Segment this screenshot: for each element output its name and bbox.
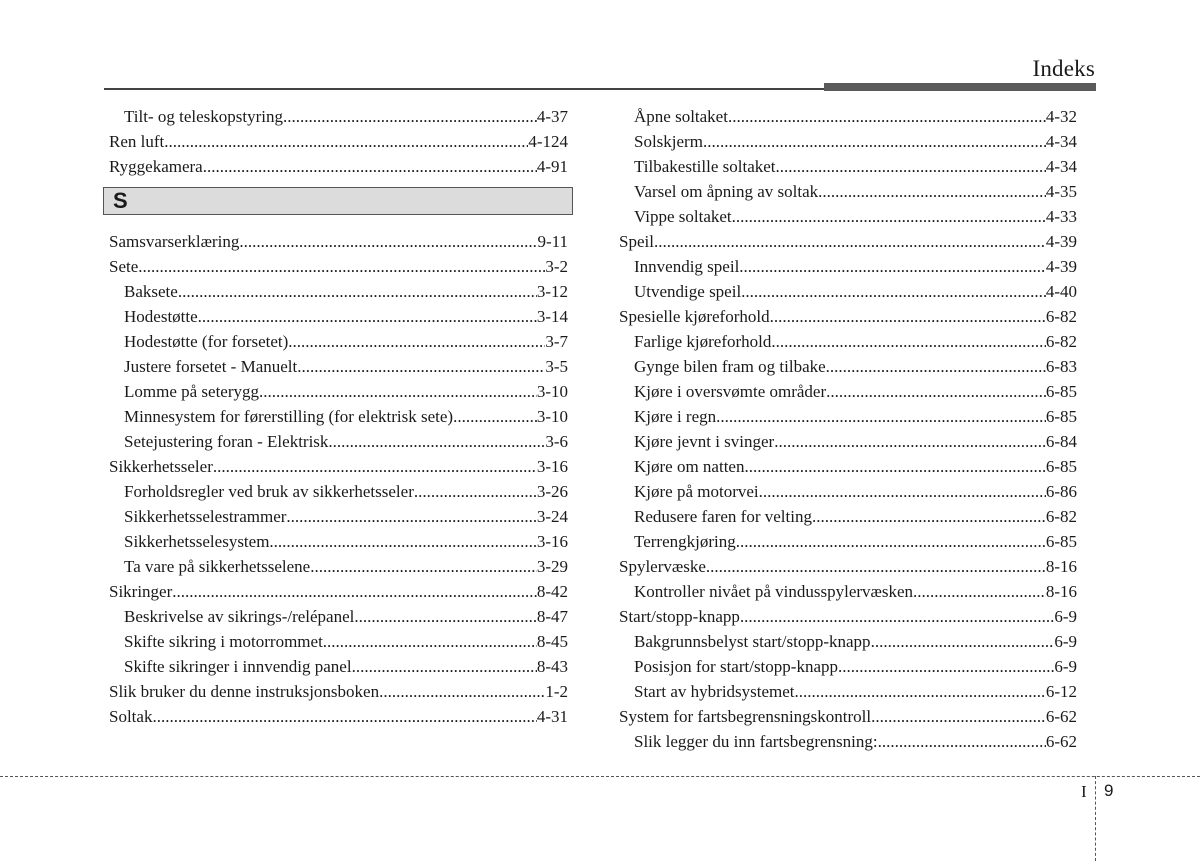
entry-label: Innvendig speil — [634, 257, 740, 276]
dot-leader — [297, 354, 545, 379]
entry-page-ref: 4-34 — [1045, 132, 1077, 151]
entry-label: Sikkerhetsseler — [109, 457, 213, 476]
entry-page-ref: 8-16 — [1045, 582, 1077, 601]
index-subentry — [619, 729, 1077, 754]
entry-page-ref: 1-2 — [545, 682, 568, 701]
index-column-left — [109, 104, 568, 729]
entry-label: Beskrivelse av sikrings-/relépanel — [124, 607, 355, 626]
index-subentry — [619, 504, 1077, 529]
entry-label: Kjøre i oversvømte områder — [634, 382, 827, 401]
entry-page-ref: 6-9 — [1054, 657, 1077, 676]
entry-label: Skifte sikringer i innvendig panel — [124, 657, 352, 676]
index-subentry — [109, 304, 568, 329]
entry-page-ref: 6-62 — [1045, 707, 1077, 726]
dot-leader — [354, 604, 536, 629]
left-top-entries — [109, 104, 568, 179]
index-entry — [109, 154, 568, 179]
index-subentry — [619, 129, 1077, 154]
dot-leader — [286, 504, 536, 529]
dot-leader — [654, 229, 1046, 254]
entry-page-ref: 8-43 — [536, 657, 568, 676]
dot-leader — [771, 329, 1045, 354]
entry-label: Farlige kjøreforhold — [634, 332, 772, 351]
dot-leader — [736, 529, 1046, 554]
dot-leader — [913, 579, 1046, 604]
entry-page-ref: 8-47 — [536, 607, 568, 626]
index-subentry — [109, 404, 568, 429]
index-entry — [109, 704, 568, 729]
index-entry — [619, 554, 1077, 579]
entry-label: Speil — [619, 232, 654, 251]
entry-label: Setejustering foran - Elektrisk — [124, 432, 329, 451]
dot-leader — [776, 154, 1046, 179]
entry-page-ref: 9-11 — [537, 232, 568, 251]
dot-leader — [138, 254, 545, 279]
entry-label: Gynge bilen fram og tilbake — [634, 357, 826, 376]
dot-leader — [703, 129, 1046, 154]
dot-leader — [706, 554, 1046, 579]
index-subentry — [619, 654, 1077, 679]
index-entry — [109, 229, 568, 254]
entry-label: Utvendige speil — [634, 282, 742, 301]
entry-page-ref: 6-85 — [1045, 532, 1077, 551]
index-subentry — [619, 104, 1077, 129]
entry-label: Varsel om åpning av soltak — [634, 182, 819, 201]
dot-leader — [203, 154, 537, 179]
entry-label: Kjøre jevnt i svinger — [634, 432, 775, 451]
dot-leader — [453, 404, 537, 429]
dot-leader — [213, 454, 537, 479]
entry-label: Forholdsregler ved bruk av sikkerhetsseler — [124, 482, 414, 501]
entry-page-ref: 4-124 — [528, 132, 568, 151]
entry-page-ref: 3-7 — [545, 332, 568, 351]
dot-leader — [283, 104, 537, 129]
dot-leader — [818, 179, 1046, 204]
left-main-entries — [109, 229, 568, 729]
dot-leader — [744, 454, 1045, 479]
entry-label: Bakgrunnsbelyst start/stopp-knapp — [634, 632, 871, 651]
entry-page-ref: 4-39 — [1045, 232, 1077, 251]
index-subentry — [109, 629, 568, 654]
entry-label: Minnesystem for førerstilling (for elektrisk sete) — [124, 407, 454, 426]
dot-leader — [259, 379, 537, 404]
dot-leader — [871, 704, 1046, 729]
page-section-marker: I — [1081, 782, 1087, 801]
entry-label: Solskjerm — [634, 132, 703, 151]
footer-dashed-divider — [1095, 776, 1096, 861]
index-entry — [619, 229, 1077, 254]
entry-label: Kjøre om natten — [634, 457, 745, 476]
dot-leader — [795, 679, 1046, 704]
dot-leader — [414, 479, 537, 504]
index-subentry — [619, 254, 1077, 279]
right-main-entries — [619, 104, 1077, 754]
index-subentry — [619, 279, 1077, 304]
entry-page-ref: 4-91 — [536, 157, 568, 176]
dot-leader — [826, 379, 1046, 404]
index-subentry — [109, 479, 568, 504]
index-entry — [619, 704, 1077, 729]
index-subentry — [109, 529, 568, 554]
index-entry — [109, 254, 568, 279]
footer-dashed-rule — [0, 776, 1200, 777]
index-subentry — [109, 654, 568, 679]
entry-label: Start/stopp-knapp — [619, 607, 740, 626]
index-entry — [619, 604, 1077, 629]
entry-label: Hodestøtte — [124, 307, 198, 326]
index-subentry — [619, 329, 1077, 354]
index-entry — [109, 129, 568, 154]
entry-page-ref: 8-45 — [536, 632, 568, 651]
header-tab-bar — [824, 83, 1096, 91]
entry-page-ref: 8-42 — [536, 582, 568, 601]
entry-page-ref: 3-10 — [536, 407, 568, 426]
dot-leader — [379, 679, 545, 704]
entry-label: Start av hybridsystemet — [634, 682, 795, 701]
section-header-s — [103, 187, 573, 215]
entry-page-ref: 6-12 — [1045, 682, 1077, 701]
entry-label: Slik legger du inn fartsbegrensning: — [634, 732, 878, 751]
entry-page-ref: 6-86 — [1045, 482, 1077, 501]
entry-page-ref: 6-85 — [1045, 407, 1077, 426]
entry-page-ref: 6-85 — [1045, 457, 1077, 476]
index-entry — [619, 304, 1077, 329]
dot-leader — [178, 279, 537, 304]
index-subentry — [619, 429, 1077, 454]
index-subentry — [619, 579, 1077, 604]
entry-label: Ren luft — [109, 132, 165, 151]
entry-label: Hodestøtte (for forsetet) — [124, 332, 289, 351]
dot-leader — [269, 529, 536, 554]
dot-leader — [739, 254, 1046, 279]
entry-label: Terrengkjøring — [634, 532, 736, 551]
entry-page-ref: 4-39 — [1045, 257, 1077, 276]
dot-leader — [310, 554, 537, 579]
entry-label: Kjøre på motorvei — [634, 482, 759, 501]
entry-label: Skifte sikring i motorrommet — [124, 632, 323, 651]
entry-label: Tilbakestille soltaket — [634, 157, 776, 176]
dot-leader — [770, 304, 1046, 329]
index-subentry — [619, 479, 1077, 504]
dot-leader — [878, 729, 1046, 754]
page-title: Indeks — [1032, 56, 1095, 81]
index-subentry — [619, 154, 1077, 179]
entry-label: Sikkerhetsselesystem — [124, 532, 270, 551]
entry-page-ref: 3-2 — [545, 257, 568, 276]
entry-label: Tilt- og teleskopstyring — [124, 107, 283, 126]
entry-page-ref: 3-29 — [536, 557, 568, 576]
index-subentry — [619, 454, 1077, 479]
dot-leader — [728, 104, 1046, 129]
entry-label: Redusere faren for velting — [634, 507, 812, 526]
index-subentry — [109, 104, 568, 129]
entry-page-ref: 4-40 — [1045, 282, 1077, 301]
entry-page-ref: 3-14 — [536, 307, 568, 326]
entry-label: Sete — [109, 257, 139, 276]
entry-page-ref: 3-24 — [536, 507, 568, 526]
entry-page-ref: 4-33 — [1045, 207, 1077, 226]
entry-page-ref: 4-32 — [1045, 107, 1077, 126]
dot-leader — [198, 304, 537, 329]
index-subentry — [109, 504, 568, 529]
entry-page-ref: 6-84 — [1045, 432, 1077, 451]
entry-page-ref: 3-16 — [536, 457, 568, 476]
entry-label: Justere forsetet - Manuelt — [124, 357, 298, 376]
entry-page-ref: 4-31 — [536, 707, 568, 726]
dot-leader — [871, 629, 1055, 654]
entry-label: Sikkerhetsselestrammer — [124, 507, 287, 526]
entry-page-ref: 6-82 — [1045, 507, 1077, 526]
entry-label: Posisjon for start/stopp-knapp — [634, 657, 838, 676]
index-subentry — [109, 554, 568, 579]
entry-page-ref: 4-35 — [1045, 182, 1077, 201]
index-subentry — [109, 279, 568, 304]
dot-leader — [716, 404, 1046, 429]
dot-leader — [352, 654, 537, 679]
section-letter: S — [113, 188, 128, 213]
entry-page-ref: 3-12 — [536, 282, 568, 301]
entry-label: Ryggekamera — [109, 157, 203, 176]
index-subentry — [109, 604, 568, 629]
dot-leader — [812, 504, 1046, 529]
index-entry — [109, 679, 568, 704]
index-subentry — [619, 404, 1077, 429]
entry-label: Spylervæske — [619, 557, 706, 576]
entry-label: Baksete — [124, 282, 178, 301]
dot-leader — [740, 604, 1054, 629]
page-number: 9 — [1104, 781, 1114, 800]
index-column-right — [619, 104, 1077, 754]
entry-page-ref: 6-9 — [1054, 607, 1077, 626]
dot-leader — [164, 129, 528, 154]
entry-page-ref: 6-62 — [1045, 732, 1077, 751]
index-entry — [109, 579, 568, 604]
entry-page-ref: 6-82 — [1045, 307, 1077, 326]
entry-label: Ta vare på sikkerhetsselene — [124, 557, 311, 576]
entry-label: Samsvarserklæring — [109, 232, 240, 251]
index-subentry — [619, 629, 1077, 654]
dot-leader — [759, 479, 1046, 504]
dot-leader — [172, 579, 537, 604]
entry-label: Kontroller nivået på vindusspylervæsken — [634, 582, 914, 601]
dot-leader — [826, 354, 1046, 379]
entry-page-ref: 4-37 — [536, 107, 568, 126]
entry-label: Sikringer — [109, 582, 173, 601]
index-subentry — [619, 204, 1077, 229]
entry-page-ref: 6-82 — [1045, 332, 1077, 351]
index-subentry — [109, 429, 568, 454]
dot-leader — [323, 629, 537, 654]
entry-page-ref: 4-34 — [1045, 157, 1077, 176]
index-subentry — [619, 529, 1077, 554]
index-subentry — [619, 379, 1077, 404]
entry-page-ref: 3-5 — [545, 357, 568, 376]
dot-leader — [732, 204, 1046, 229]
dot-leader — [152, 704, 536, 729]
entry-page-ref: 6-85 — [1045, 382, 1077, 401]
entry-label: Slik bruker du denne instruksjonsboken — [109, 682, 380, 701]
index-subentry — [109, 354, 568, 379]
dot-leader — [288, 329, 545, 354]
entry-page-ref: 3-6 — [545, 432, 568, 451]
entry-page-ref: 6-9 — [1054, 632, 1077, 651]
entry-page-ref: 3-16 — [536, 532, 568, 551]
entry-label: Åpne soltaket — [634, 107, 728, 126]
index-entry — [109, 454, 568, 479]
index-subentry — [619, 179, 1077, 204]
dot-leader — [741, 279, 1046, 304]
entry-label: Soltak — [109, 707, 153, 726]
entry-page-ref: 8-16 — [1045, 557, 1077, 576]
entry-label: Spesielle kjøreforhold — [619, 307, 770, 326]
index-subentry — [109, 379, 568, 404]
entry-page-ref: 3-10 — [536, 382, 568, 401]
dot-leader — [838, 654, 1054, 679]
entry-label: Vippe soltaket — [634, 207, 732, 226]
index-subentry — [619, 679, 1077, 704]
entry-page-ref: 3-26 — [536, 482, 568, 501]
dot-leader — [239, 229, 537, 254]
index-subentry — [109, 329, 568, 354]
entry-page-ref: 6-83 — [1045, 357, 1077, 376]
index-subentry — [619, 354, 1077, 379]
dot-leader — [328, 429, 545, 454]
entry-label: Lomme på seterygg — [124, 382, 260, 401]
entry-label: System for fartsbegrensningskontroll — [619, 707, 872, 726]
entry-label: Kjøre i regn — [634, 407, 717, 426]
dot-leader — [774, 429, 1046, 454]
